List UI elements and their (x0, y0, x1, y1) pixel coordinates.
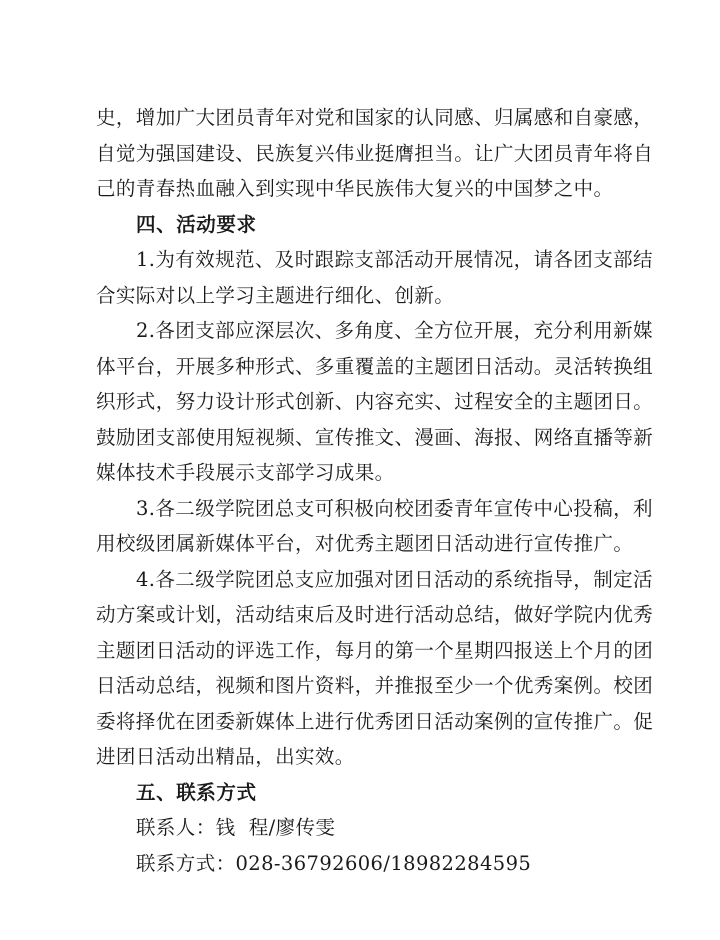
item-4-line-5: 委将择优在团委新媒体上进行优秀团日活动案例的宣传推广。促 (96, 709, 654, 733)
item-1-line-2: 合实际对以上学习主题进行细化、创新。 (96, 283, 455, 307)
contact-phone: 联系方式：028-36792606/18982284595 (136, 851, 532, 875)
item-2-line-2: 体平台，开展多种形式、多重覆盖的主题团日活动。灵活转换组 (96, 354, 654, 378)
item-4-line-2: 动方案或计划，活动结束后及时进行活动总结，做好学院内优秀 (96, 603, 654, 626)
item-4-line-3: 主题团日活动的评选工作，每月的第一个星期四报送上个月的团 (96, 638, 654, 662)
section-5-heading: 五、联系方式 (136, 780, 257, 804)
contact-person: 联系人：钱 程/廖传雯 (136, 816, 336, 839)
item-4-line-4: 日活动总结，视频和图片资料，并推报至少一个优秀案例。校团 (96, 674, 654, 697)
document-body (96, 100, 654, 881)
item-2-line-4: 鼓励团支部使用短视频、宣传推文、漫画、海报、网络直播等新 (96, 425, 654, 449)
item-1-line-1: 1.为有效规范、及时跟踪支部活动开展情况，请各团支部结 (136, 248, 653, 271)
item-3-line-2: 用校级团属新媒体平台，对优秀主题团日活动进行宣传推广。 (96, 532, 634, 555)
item-4-line-6: 进团日活动出精品，出实效。 (96, 745, 355, 768)
intro-line-2: 自觉为强国建设、民族复兴伟业挺膺担当。让广大团员青年将自 (96, 141, 654, 165)
section-4-heading: 四、活动要求 (136, 212, 257, 236)
intro-line-1: 史，增加广大团员青年对党和国家的认同感、归属感和自豪感， (96, 106, 654, 129)
item-2-line-5: 媒体技术手段展示支部学习成果。 (96, 461, 395, 484)
item-3-line-1: 3.各二级学院团总支可积极向校团委青年宣传中心投稿，利 (136, 496, 653, 520)
item-4-line-1: 4.各二级学院团总支应加强对团日活动的系统指导，制定活 (136, 567, 653, 591)
item-2-line-1: 2.各团支部应深层次、多角度、全方位开展，充分利用新媒 (136, 319, 653, 342)
intro-line-3: 己的青春热血融入到实现中华民族伟大复兴的中国梦之中。 (96, 177, 614, 200)
item-2-line-3: 织形式，努力设计形式创新、内容充实、过程安全的主题团日。 (96, 390, 654, 413)
